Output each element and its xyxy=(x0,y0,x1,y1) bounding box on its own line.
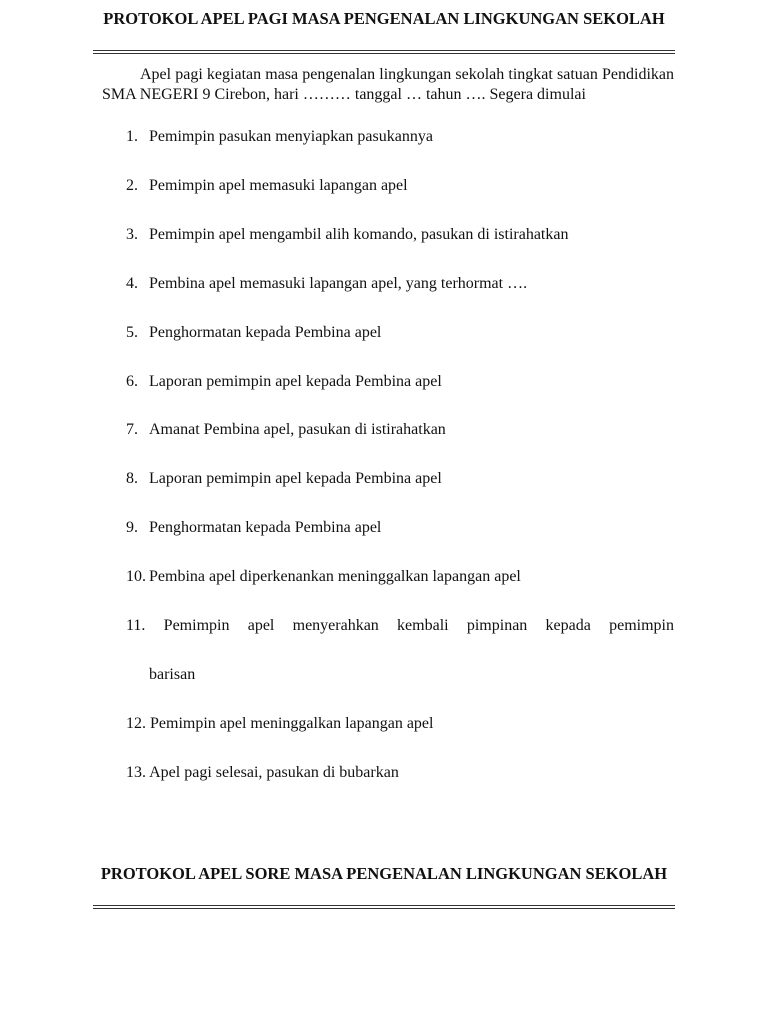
title-underline xyxy=(93,905,675,909)
section1-title: PROTOKOL APEL PAGI MASA PENGENALAN LINGKUNGAN SEKOLAH xyxy=(103,9,665,28)
item-number: 8. xyxy=(126,470,138,487)
item-text: Pemimpin apel mengambil alih komando, pasukan di istirahatkan xyxy=(149,226,569,243)
item-number: 11. xyxy=(126,617,146,634)
section2-title: PROTOKOL APEL SORE MASA PENGENALAN LINGKUNGAN SEKOLAH xyxy=(100,864,668,883)
list-item xyxy=(126,763,399,783)
list-item xyxy=(126,714,433,734)
item-number: 1. xyxy=(126,128,138,145)
item-text: Pemimpin apel meninggalkan lapangan apel xyxy=(150,715,434,732)
item-number: 3. xyxy=(126,226,138,243)
intro-paragraph: Apel pagi kegiatan masa pengenalan lingkungan sekolah tingkat satuan Pendidikan SMA NEGERI 9 Cirebon, hari ……… tanggal … tahun …. Segera dimulai xyxy=(102,66,674,103)
list-item xyxy=(126,567,521,587)
item-number: 10. xyxy=(126,568,146,585)
list-item xyxy=(126,420,446,440)
item-text-continuation: barisan xyxy=(149,666,196,683)
item-number: 6. xyxy=(126,373,138,390)
item-text: Laporan pemimpin apel kepada Pembina apel xyxy=(149,470,442,487)
title-underline xyxy=(93,50,675,54)
item-number: 2. xyxy=(126,177,138,194)
list-item xyxy=(126,225,568,245)
list-item xyxy=(126,469,442,489)
item-text: Penghormatan kepada Pembina apel xyxy=(149,324,382,341)
item-number: 9. xyxy=(126,519,138,536)
item-text: Apel pagi selesai, pasukan di bubarkan xyxy=(149,764,399,781)
item-number: 5. xyxy=(126,324,138,341)
item-text: Amanat Pembina apel, pasukan di istirahatkan xyxy=(149,421,446,438)
item-text: Penghormatan kepada Pembina apel xyxy=(149,519,382,536)
item-text: Pembina apel memasuki lapangan apel, yang terhormat …. xyxy=(149,275,528,292)
list-item xyxy=(126,274,527,294)
list-item xyxy=(126,616,674,636)
list-item xyxy=(126,127,433,147)
list-item xyxy=(126,518,381,538)
list-item xyxy=(126,176,408,196)
list-item xyxy=(126,372,442,392)
item-number: 4. xyxy=(126,275,138,292)
item-text: Laporan pemimpin apel kepada Pembina apel xyxy=(149,373,442,390)
item-text: Pemimpin apel memasuki lapangan apel xyxy=(149,177,408,194)
list-item xyxy=(126,323,381,343)
item-number: 12. xyxy=(126,715,146,732)
item-text: Pembina apel diperkenankan meninggalkan lapangan apel xyxy=(149,568,521,585)
item-number: 13. xyxy=(126,764,146,781)
item-text: Pemimpin apel menyerahkan kembali pimpinan kepada pemimpin xyxy=(163,617,674,634)
item-number: 7. xyxy=(126,421,138,438)
item-text: Pemimpin pasukan menyiapkan pasukannya xyxy=(149,128,433,145)
